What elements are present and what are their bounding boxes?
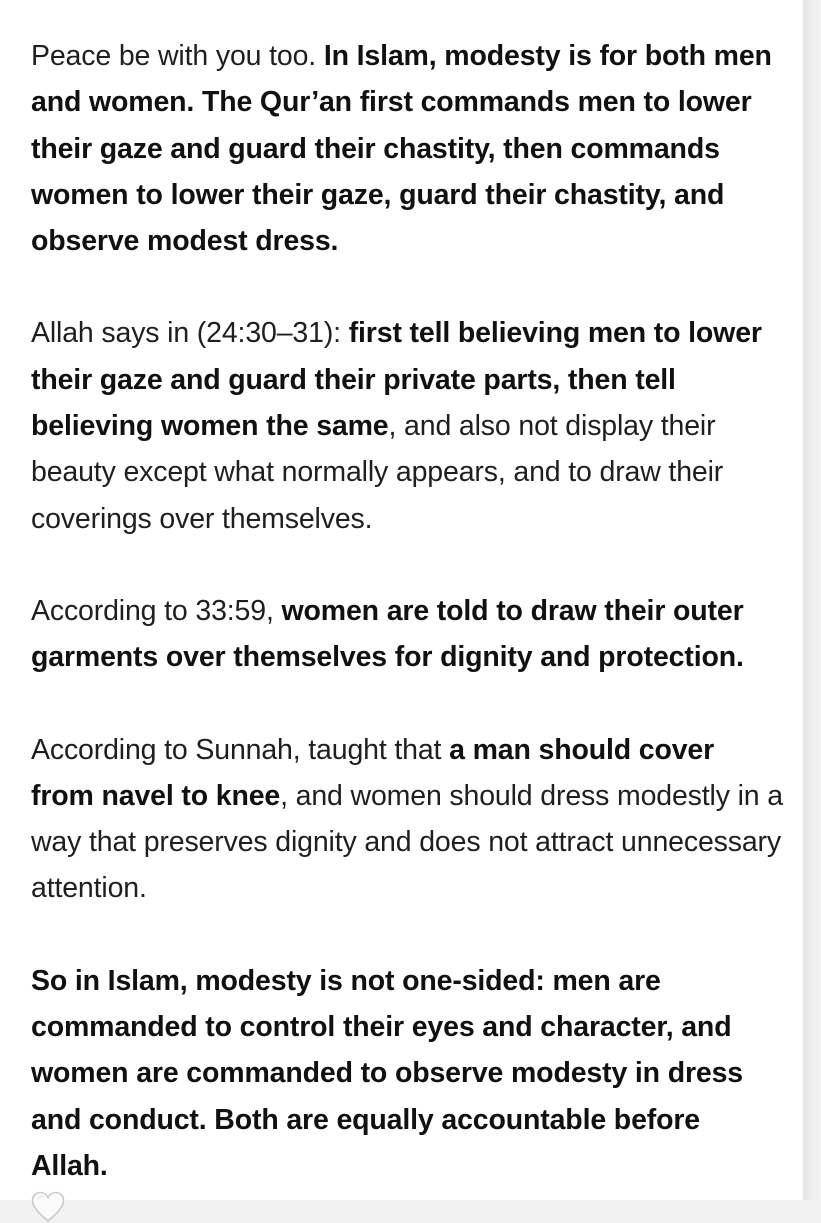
screen-edge	[803, 0, 821, 1200]
paragraph-sunnah	[31, 727, 783, 912]
paragraph-quran-33	[31, 588, 783, 681]
text-sunnah-bold: a man should cover from navel to knee	[31, 733, 715, 812]
text-greeting: Peace be with you too.	[31, 40, 324, 72]
text-conclusion-bold: So in Islam, modesty is not one-sided: men are commanded to control their eyes and character, and women are commanded to observe modesty in dress and conduct. Both are equally accountable before Allah.	[31, 964, 744, 1182]
text-greeting-bold: In Islam, modesty is for both men and women. The Qur’an first commands men to lower their gaze and guard their chastity, then commands women to lower their gaze, guard their chastity, and observe modest dress.	[31, 40, 772, 258]
text-sunnah-rest: , and women should dress modestly in a way that preserves dignity and does not attract unnecessary attention.	[31, 779, 783, 905]
text-quran-24-rest: , and also not display their beauty except what normally appears, and to draw their coverings over themselves.	[31, 410, 724, 535]
text-quran-24-intro: Allah says in (24:30–31):	[31, 317, 349, 350]
text-sunnah-intro: According to Sunnah, taught that	[31, 733, 450, 766]
white-heart-icon	[31, 1191, 65, 1223]
paragraph-conclusion	[31, 958, 783, 1223]
text-quran-33-bold: women are told to draw their outer garments over themselves for dignity and protection.	[31, 594, 744, 674]
text-quran-33-intro: According to 33:59,	[31, 594, 282, 627]
text-quran-24-bold: first tell believing men to lower their gaze and guard their private parts, then tell believing women the same	[31, 317, 762, 443]
paragraph-quran-24	[31, 310, 783, 541]
paragraph-greeting	[31, 33, 783, 264]
